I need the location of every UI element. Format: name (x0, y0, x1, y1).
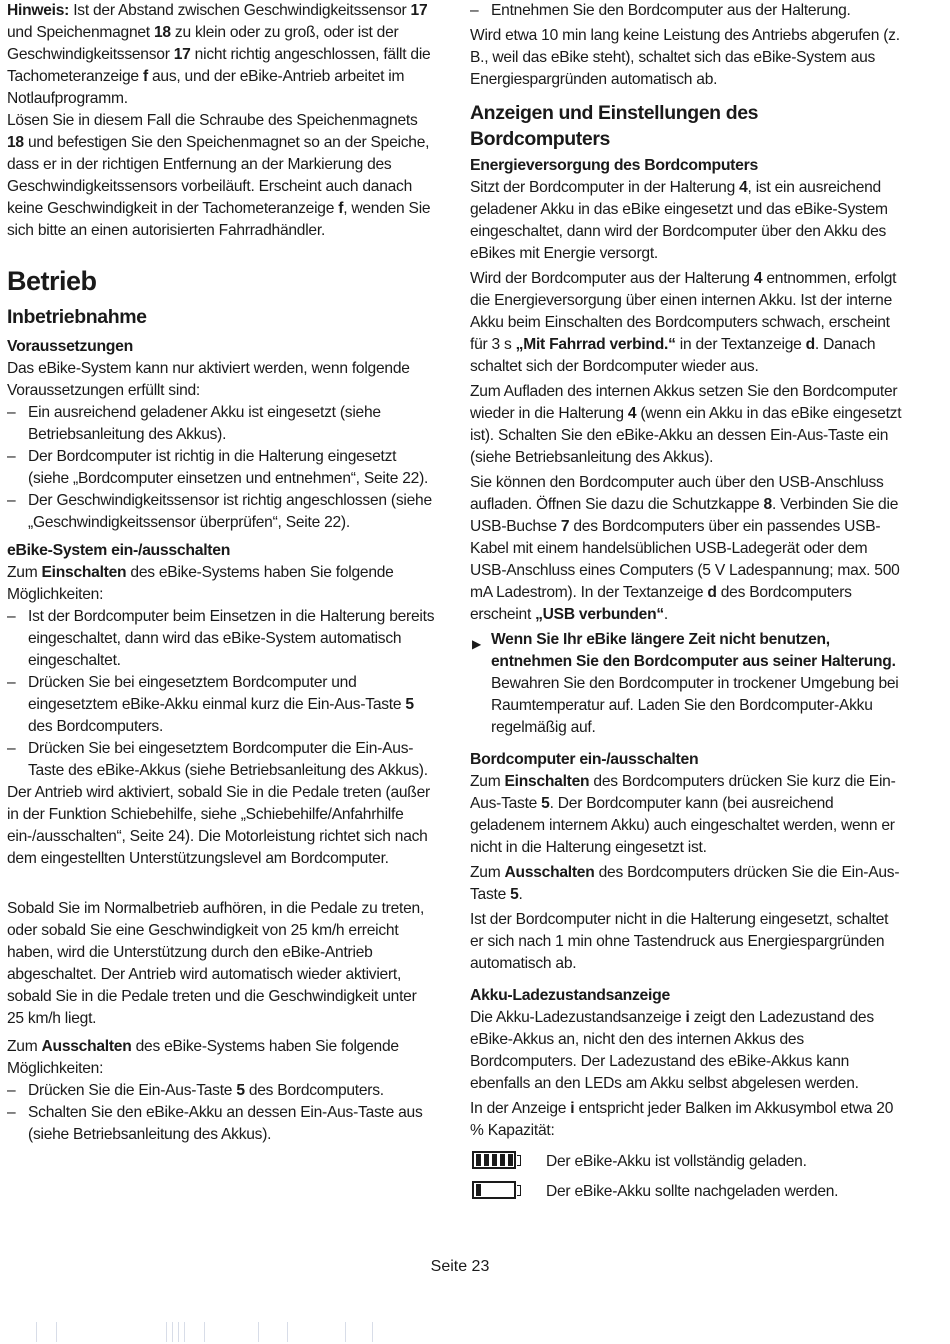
list-item: – Ein ausreichend geladener Akku ist eingesetzt (siehe Betriebsanleitung des Akkus). (7, 402, 437, 446)
loesen-paragraph: Lösen Sie in diesem Fall die Schraube des Speichenmagnets 18 und befestigen Sie den Speichenmagnet so an der Speiche, dass er in der richtigen Entfernung an der Markierung des Geschwindigkeitssensors vorbeiläuft. Erscheint auch danach keine Geschwindigkeit in der Tachometeranzeige f, wenden Sie sich bitte an einen autorisierten Fahrradhändler. (7, 112, 431, 239)
battery-low-icon (472, 1181, 522, 1201)
list-item: – Drücken Sie bei eingesetztem Bordcomputer die Ein-Aus-Taste des eBike-Akkus (siehe Betriebsanleitung des Akkus). (7, 738, 437, 782)
antrieb-paragraph: Der Antrieb wird aktiviert, sobald Sie in die Pedale treten (außer in der Funktion Schiebehilfe, siehe „Schiebehilfe/Anfahrhilfe ein-/ausschalten“, Seite 24). Die Motorleistung richtet sich nach dem eingestellten Unterstützungslevel am Bordcomputer. (7, 784, 430, 867)
battery-bar (492, 1154, 497, 1166)
left-column (7, 0, 437, 1146)
voraussetzungen-intro: Das eBike-System kann nur aktiviert werden, wenn folgende Voraussetzungen erfüllt sind: (7, 360, 410, 399)
anzeige-paragraph: In der Anzeige i entspricht jeder Balken im Akkusymbol etwa 20 % Kapazität: (470, 1100, 894, 1139)
battery-legend (470, 1151, 902, 1211)
bc-ausschalten-paragraph: Zum Ausschalten des Bordcomputers drücken Sie die Ein-Aus-Taste 5. (470, 864, 900, 903)
normalbetrieb-paragraph: Sobald Sie im Normalbetrieb aufhören, in die Pedale zu treten, oder sobald Sie eine Geschwindigkeit von 25 km/h erreicht haben, wird die Unterstützung durch den eBike-Antrieb abgeschaltet. Der Antrieb wird automatisch wieder aktiviert, sobald Sie in die Pedale treten und die Geschwindigkeit unter 25 km/h liegt. (7, 900, 425, 1027)
entnommen-paragraph: Wird der Bordcomputer aus der Halterung 4 entnommen, erfolgt die Energieversorgung über einen internen Akku. Ist der interne Akku beim Einschalten des Bordcomputers schwach, erscheint für 3 s „Mit Fahrrad verbind.“ in der Textanzeige d. Danach schaltet sich der Bordcomputer wieder aus. (470, 270, 897, 375)
abschalt-paragraph: Wird etwa 10 min lang keine Leistung des Antriebs abgerufen (z. B., weil das eBike steht), schaltet sich das eBike-System aus Energiespargründen automatisch ab. (470, 27, 900, 88)
list-item: – Entnehmen Sie den Bordcomputer aus der Halterung. (470, 0, 902, 22)
list-item: – Drücken Sie die Ein-Aus-Taste 5 des Bordcomputers. (7, 1080, 437, 1102)
list-item: – Ist der Bordcomputer beim Einsetzen in die Halterung bereits eingeschaltet, dann wird das eBike-System automatisch eingeschaltet. (7, 606, 437, 672)
hinweis-paragraph: Hinweis: Ist der Abstand zwischen Geschwindigkeitssensor 17 und Speichenmagnet 18 zu klein oder zu groß, oder ist der Geschwindigkeitssensor 17 nicht richtig angeschlossen, fällt die Tachometeranzeige f aus, und der eBike-Antrieb arbeitet im Notlaufprogramm. (7, 2, 431, 107)
list-item: – Schalten Sie den eBike-Akku an dessen Ein-Aus-Taste aus (siehe Betriebsanleitung des Akkus). (7, 1102, 437, 1146)
battery-row-full (470, 1151, 902, 1181)
battery-row-low (470, 1181, 902, 1211)
heading-inbetriebnahme: Inbetriebnahme (7, 306, 147, 328)
heading-ebike-ein-aus: eBike-System ein-/ausschalten (7, 542, 231, 559)
page-number: Seite 23 (430, 1258, 490, 1275)
heading-voraussetzungen: Voraussetzungen (7, 338, 133, 355)
list-item: – Der Geschwindigkeitssensor ist richtig angeschlossen (siehe „Geschwindigkeitssensor überprüfen“, Seite 22). (7, 490, 437, 534)
battery-full-icon (472, 1151, 522, 1171)
bc-auto-paragraph: Ist der Bordcomputer nicht in die Halterung eingesetzt, schaltet er sich nach 1 min ohne Tastendruck aus Energiespargründen automatisch ab. (470, 911, 889, 972)
list-item: – Der Bordcomputer ist richtig in die Halterung eingesetzt (siehe „Bordcomputer einsetzen und entnehmen“, Seite 22). (7, 446, 437, 490)
heading-anzeigen: Anzeigen und Einstellungen des Bordcomputers (470, 102, 759, 150)
akku-paragraph: Die Akku-Ladezustandsanzeige i zeigt den Ladezustand des eBike-Akkus an, nicht den des internen Akkus des Bordcomputers. Der Ladezustand des eBike-Akkus kann ebenfalls an den LEDs am Akku selbst abgelesen werden. (470, 1009, 874, 1092)
bc-einschalten-paragraph: Zum Einschalten des Bordcomputers drücken Sie kurz die Ein-Aus-Taste 5. Der Bordcomputer kann (bei ausreichend geladenem internem Akku) auch eingeschaltet werden, wenn er nicht in die Halterung eingesetzt ist. (470, 773, 896, 856)
battery-bar (476, 1184, 481, 1196)
battery-bar (508, 1154, 513, 1166)
scan-artifacts (0, 1318, 950, 1344)
aufladen-paragraph: Zum Aufladen des internen Akkus setzen Sie den Bordcomputer wieder in die Halterung 4 (wenn ein Akku in das eBike eingesetzt ist). Schalten Sie den eBike-Akku an dessen Ein-Aus-Taste ein (siehe Betriebsanleitung des Akkus). (470, 383, 902, 466)
ausschalten-intro: Zum Ausschalten des eBike-Systems haben Sie folgende Möglichkeiten: (7, 1038, 399, 1077)
warning-paragraph: ▶ Wenn Sie Ihr eBike längere Zeit nicht benutzen, entnehmen Sie den Bordcomputer aus seiner Halterung. Bewahren Sie den Bordcomputer in trockener Umgebung bei Raumtemperatur auf. Laden Sie den Bordcomputer-Akku regelmäßig auf. (472, 631, 899, 736)
heading-betrieb: Betrieb (7, 266, 97, 296)
einschalten-intro: Zum Einschalten des eBike-Systems haben Sie folgende Möglichkeiten: (7, 564, 394, 603)
heading-energieversorgung: Energieversorgung des Bordcomputers (470, 157, 758, 174)
heading-akku-ladezustand: Akku-Ladezustandsanzeige (470, 987, 670, 1004)
heading-bordcomputer-ein-aus: Bordcomputer ein-/ausschalten (470, 751, 699, 768)
energie-paragraph: Sitzt der Bordcomputer in der Halterung 4, ist ein ausreichend geladener Akku in das eBike eingesetzt und das eBike-System eingeschaltet, dann wird der Bordcomputer über den Akku des eBikes mit Energie versorgt. (470, 179, 888, 262)
battery-low-label: Der eBike-Akku sollte nachgeladen werden. (546, 1183, 839, 1200)
battery-full-label: Der eBike-Akku ist vollständig geladen. (546, 1153, 807, 1170)
battery-bar (500, 1154, 505, 1166)
list-item: – Drücken Sie bei eingesetztem Bordcomputer und eingesetztem eBike-Akku einmal kurz die Ein-Aus-Taste 5 des Bordcomputers. (7, 672, 437, 738)
battery-bar (476, 1154, 481, 1166)
arrow-right-icon: ▶ (472, 637, 481, 651)
usb-paragraph: Sie können den Bordcomputer auch über den USB-Anschluss aufladen. Öffnen Sie dazu die Schutzkappe 8. Verbinden Sie die USB-Buchse 7 des Bordcomputers über ein passendes USB-Kabel mit einem handelsüblichen USB-Ladegerät oder dem USB-Anschluss eines Computers (5 V Ladespannung; max. 500 mA Ladestrom). In der Textanzeige d des Bordcomputers erscheint „USB verbunden“. (470, 474, 900, 623)
battery-bar (484, 1154, 489, 1166)
right-column (470, 0, 902, 1211)
